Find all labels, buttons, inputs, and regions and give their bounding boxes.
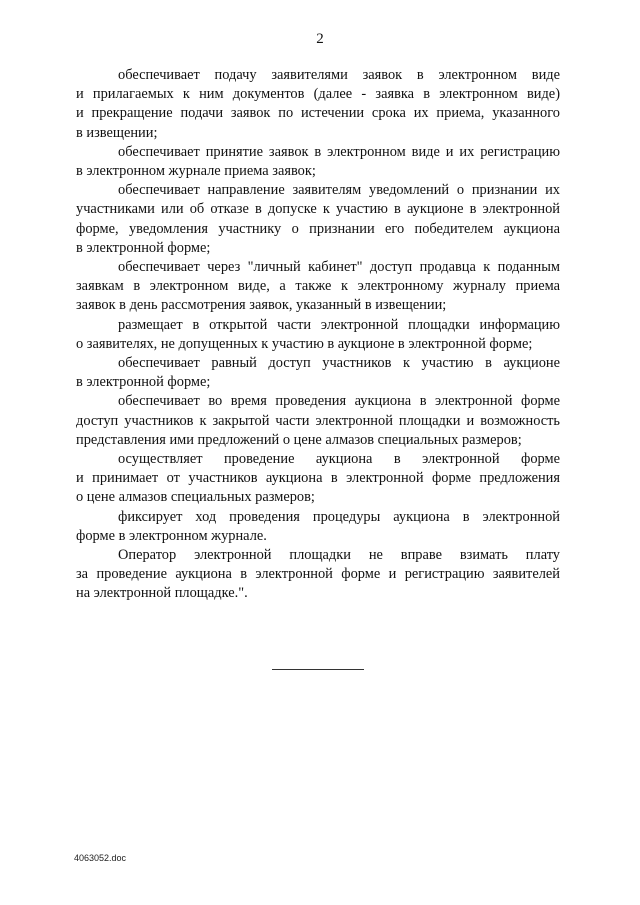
separator-line bbox=[272, 669, 364, 670]
text-line: о цене алмазов специальных размеров; bbox=[76, 489, 315, 506]
paragraph bbox=[76, 508, 560, 546]
text-line: заявок в день рассмотрения заявок, указанный в извещении; bbox=[76, 297, 447, 314]
text-line: в извещении; bbox=[76, 124, 158, 141]
text-line: заявкам в электронном виде, а также к электронному журналу приема bbox=[76, 278, 560, 295]
text-line: в электронной форме; bbox=[76, 239, 211, 256]
paragraph bbox=[76, 354, 560, 392]
text-line: обеспечивает через "личный кабинет" доступ продавца к поданным bbox=[118, 259, 560, 276]
text-line: представления ими предложений о цене алмазов специальных размеров; bbox=[76, 431, 522, 448]
text-line: за проведение аукциона в электронной форме и регистрацию заявителей bbox=[76, 566, 560, 583]
paragraph bbox=[76, 546, 560, 604]
text-line: доступ участников к закрытой части электронной площадки и возможность bbox=[76, 412, 560, 429]
paragraph bbox=[76, 316, 560, 354]
text-line: о заявителях, не допущенных к участию в аукционе в электронной форме; bbox=[76, 335, 533, 352]
text-line: размещает в открытой части электронной площадки информацию bbox=[118, 316, 560, 333]
text-line: обеспечивает направление заявителям уведомлений о признании их bbox=[118, 182, 560, 199]
paragraph bbox=[76, 66, 560, 143]
text-line: форме в электронном журнале. bbox=[76, 527, 267, 544]
text-line: осуществляет проведение аукциона в электронной форме bbox=[118, 451, 560, 468]
document-body bbox=[76, 66, 560, 604]
page-number: 2 bbox=[316, 31, 324, 47]
text-line: и прекращение подачи заявок по истечении срока их приема, указанного bbox=[76, 105, 560, 122]
text-line: обеспечивает во время проведения аукциона в электронной форме bbox=[118, 393, 560, 410]
document-file-id: 4063052.doc bbox=[74, 853, 127, 863]
text-line: и прилагаемых к ним документов (далее - заявка в электронном виде) bbox=[76, 86, 560, 103]
paragraph bbox=[76, 392, 560, 450]
text-line: участниками или об отказе в допуске к участию в аукционе в электронной bbox=[76, 201, 560, 218]
text-line: и принимает от участников аукциона в электронной форме предложения bbox=[76, 470, 560, 487]
text-line: форме, уведомления участнику о признании его победителем аукциона bbox=[76, 220, 560, 237]
text-line: фиксирует ход проведения процедуры аукциона в электронной bbox=[118, 508, 560, 525]
text-line: обеспечивает равный доступ участников к участию в аукционе bbox=[118, 355, 560, 372]
paragraph bbox=[76, 181, 560, 258]
paragraph bbox=[76, 258, 560, 316]
text-line: Оператор электронной площадки не вправе взимать плату bbox=[118, 547, 560, 564]
text-line: обеспечивает подачу заявителями заявок в электронном виде bbox=[118, 67, 560, 83]
text-line: на электронной площадке.". bbox=[76, 585, 248, 602]
text-line: обеспечивает принятие заявок в электронном виде и их регистрацию bbox=[118, 143, 560, 160]
text-line: в электронной форме; bbox=[76, 374, 211, 391]
paragraph bbox=[76, 143, 560, 181]
text-line: в электронном журнале приема заявок; bbox=[76, 163, 316, 180]
paragraph bbox=[76, 450, 560, 508]
